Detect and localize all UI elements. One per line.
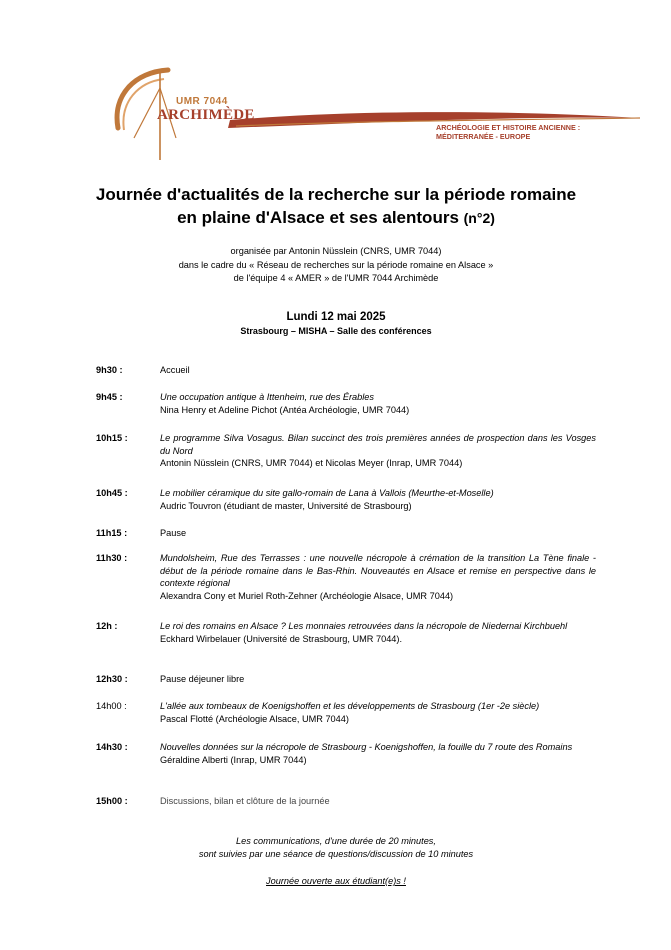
organizer-line3: de l'équipe 4 « AMER » de l'UMR 7044 Archimède [233, 273, 439, 283]
talk-speakers: Audric Touvron (étudiant de master, Université de Strasbourg) [160, 500, 412, 511]
logo-tagline [436, 123, 580, 141]
program-item [96, 700, 596, 725]
program-time: 10h45 : [96, 488, 128, 498]
program-time: 15h00 : [96, 796, 128, 806]
talk-duration-note [60, 835, 612, 860]
archimede-logo-graphic [0, 0, 671, 170]
program-text: Pause [160, 528, 187, 538]
talk-speakers: Pascal Flotté (Archéologie Alsace, UMR 7044) [160, 713, 349, 724]
title-line2 [40, 206, 632, 230]
talk-title: Le mobilier céramique du site gallo-romain de Lana à Vallois (Meurthe-et-Moselle) [160, 488, 494, 498]
event-date: Lundi 12 mai 2025 [286, 311, 386, 323]
program-time: 14h30 : [96, 742, 128, 752]
page-header [0, 0, 671, 170]
talk-title: Le roi des romains en Alsace ? Les monnaies retrouvées dans la nécropole de Niedernai Kirchbuehl [160, 621, 568, 631]
program-item [96, 487, 596, 512]
program-time: 11h15 : [96, 528, 128, 538]
program-item [96, 552, 596, 602]
talk-speakers: Eckhard Wirbelauer (Université de Strasbourg, UMR 7044). [160, 633, 403, 644]
talk-speakers: Nina Henry et Adeline Pichot (Antéa Archéologie, UMR 7044) [160, 404, 410, 415]
program-time: 9h45 : [96, 392, 123, 402]
program-item [96, 673, 596, 686]
tagline-line1: ARCHÉOLOGIE ET HISTOIRE ANCIENNE : [436, 123, 581, 132]
program-text: Discussions, bilan et clôture de la journée [160, 796, 330, 806]
note-line1: Les communications, d'une durée de 20 minutes, [236, 836, 436, 846]
program-time: 12h : [96, 621, 118, 631]
logo-umr-label: UMR 7044 [176, 96, 228, 107]
talk-title: Mundolsheim, Rue des Terrasses : une nouvelle nécropole à crémation de la transition La Tène finale - début de la période romaine dans le Bas-Rhin. Nouveautés en Alsace et remise en perspective dans le contexte régional [160, 553, 596, 589]
program-item [96, 364, 596, 377]
page-title [40, 183, 632, 230]
program-item [96, 795, 596, 808]
program-text: Pause déjeuner libre [160, 674, 245, 684]
talk-title: Nouvelles données sur la nécropole de Strasbourg - Koenigshoffen, la fouille du 7 route des Romains [160, 742, 573, 752]
logo-name: ARCHIMÈDE [157, 107, 255, 123]
program-time: 9h30 : [96, 365, 123, 375]
program-item [96, 741, 596, 766]
talk-speakers: Alexandra Cony et Muriel Roth-Zehner (Archéologie Alsace, UMR 7044) [160, 590, 454, 601]
organizer-block [60, 245, 612, 286]
title-line2-text: en plaine d'Alsace et ses alentours [177, 208, 459, 227]
talk-title: Une occupation antique à Ittenheim, rue des Érables [160, 392, 374, 402]
program-time: 10h15 : [96, 433, 128, 443]
tagline-line2: MÉDITERRANÉE - EUROPE [436, 132, 531, 141]
open-to-students-note: Journée ouverte aux étudiant(e)s ! [266, 876, 406, 886]
organizer-line1: organisée par Antonin Nüsslein (CNRS, UMR 7044) [230, 246, 442, 256]
program-item [96, 432, 596, 470]
talk-speakers: Géraldine Alberti (Inrap, UMR 7044) [160, 754, 307, 765]
program-item [96, 620, 596, 645]
note-line2: sont suivies par une séance de questions/discussion de 10 minutes [198, 848, 474, 859]
event-venue: Strasbourg – MISHA – Salle des conférences [240, 326, 432, 336]
talk-speakers: Antonin Nüsslein (CNRS, UMR 7044) et Nicolas Meyer (Inrap, UMR 7044) [160, 458, 463, 469]
organizer-line2: dans le cadre du « Réseau de recherches sur la période romaine en Alsace » [178, 259, 494, 270]
program-text: Accueil [160, 365, 190, 375]
program-time: 11h30 : [96, 553, 128, 563]
program-item [96, 527, 596, 540]
program-item [96, 391, 596, 416]
title-line1: Journée d'actualités de la recherche sur la période romaine [95, 185, 577, 204]
talk-title: Le programme Silva Vosagus. Bilan succinct des trois premières années de prospection dans les Vosges du Nord [160, 433, 596, 456]
program-time: 12h30 : [96, 674, 128, 684]
edition-number: (n°2) [463, 210, 495, 226]
program-time: 14h00 : [96, 701, 127, 711]
talk-title: L'allée aux tombeaux de Koenigshoffen et les développements de Strasbourg (1er -2e siècle) [160, 701, 540, 711]
